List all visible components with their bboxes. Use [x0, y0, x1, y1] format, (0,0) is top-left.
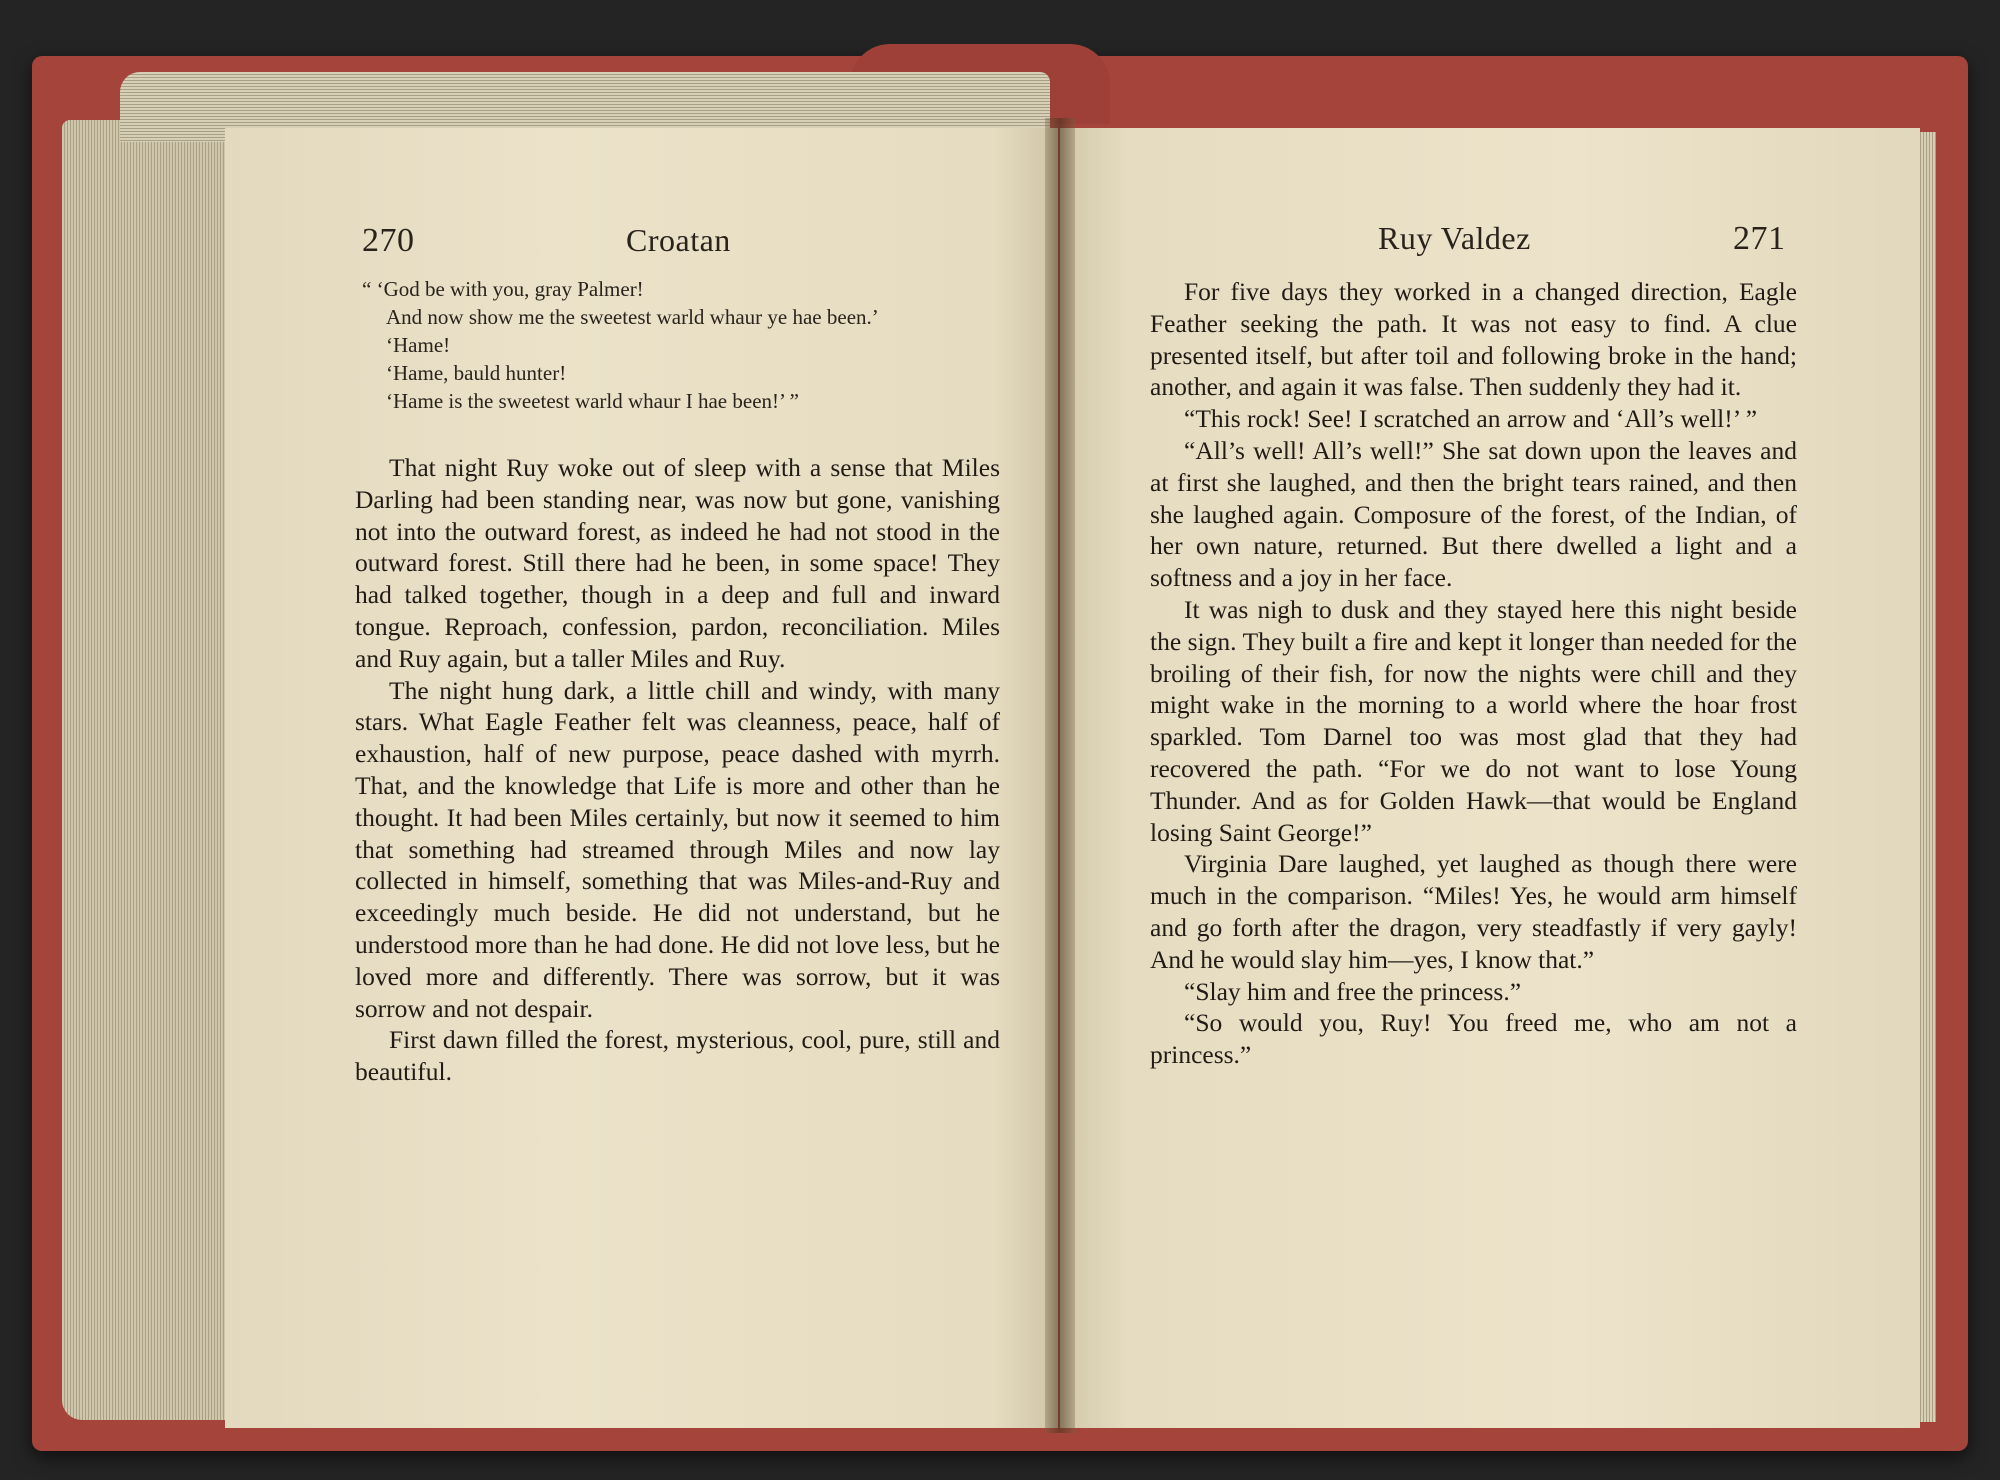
verse-line: “ ‘God be with you, gray Palmer! [362, 277, 644, 301]
left-page-number: 270 [362, 222, 415, 259]
verse-line: ‘Hame, bauld hunter! [386, 361, 567, 385]
verse-quote [362, 275, 1022, 415]
paragraph: “All’s well! All’s well!” She sat down upon the leaves and at first she laughed, and then the bright tears rained, and then she laughed again. Composure of the forest, of the Indian, of her own nature, returned. But there dwelled a light and a softness and a joy in her face. [1150, 435, 1797, 593]
paragraph: First dawn filled the forest, mysterious, cool, pure, still and beautiful. [355, 1025, 1000, 1087]
left-body-text [355, 452, 1000, 1088]
left-running-head: Croatan [626, 222, 731, 258]
page-edges-right [1918, 132, 1936, 1422]
verse-line: And now show me the sweetest warld whaur ye hae been.’ [386, 305, 879, 329]
right-running-head: Ruy Valdez [1378, 220, 1531, 256]
paragraph: “So would you, Ruy! You freed me, who am not a princess.” [1150, 1008, 1797, 1070]
paragraph: “Slay him and free the princess.” [1184, 976, 1522, 1006]
book-gutter [1045, 118, 1075, 1433]
paragraph: Virginia Dare laughed, yet laughed as though there were much in the comparison. “Miles! Yes, he would arm himself and go forth after the dragon, very steadfastly if very gayly! And he would slay him—yes, I know that.” [1150, 849, 1797, 974]
verse-line: ‘Hame is the sweetest warld whaur I hae been!’ ” [386, 389, 800, 413]
paragraph: For five days they worked in a changed direction, Eagle Feather seeking the path. It was not easy to find. A clue presented itself, but after toil and following broke in the hand; another, and again it was false. Then suddenly they had it. [1150, 277, 1797, 402]
right-page-number: 271 [1733, 220, 1786, 257]
paragraph: That night Ruy woke out of sleep with a sense that Miles Darling had been standing near, was now but gone, vanishing not into the outward forest, as indeed he had not stood in the outward forest. Still there had he been, in some space! They had talked together, though in a deep and full and inward tongue. Reproach, confession, pardon, reconciliation. Miles and Ruy again, but a taller Miles and Ruy. [355, 453, 1000, 673]
verse-line: ‘Hame! [386, 333, 451, 357]
paragraph: It was nigh to dusk and they stayed here this night beside the sign. They built a fire and kept it longer than needed for the broiling of their fish, for now the nights were chill and they might wake in the morning to a world where the hoar frost sparkled. Tom Darnel too was most glad that they had recovered the path. “For we do not want to lose Young Thunder. And as for Golden Hawk—that would be England losing Saint George!” [1150, 594, 1797, 847]
paragraph: The night hung dark, a little chill and windy, with many stars. What Eagle Feather felt was cleanness, peace, half of exhaustion, half of new purpose, peace dashed with myrrh. That, and the knowledge that Life is more and other than he thought. It had been Miles certainly, but now it seemed to him that something had streamed through Miles and now lay collected in himself, something that was Miles-and-Ruy and exceedingly much beside. He did not understand, but he understood more than he had done. He did not love less, but he loved more and differently. There was sorrow, but it was sorrow and not despair. [355, 675, 1000, 1023]
page-edges-left [62, 120, 232, 1420]
paragraph: “This rock! See! I scratched an arrow and ‘All’s well!’ ” [1184, 404, 1758, 434]
right-body-text [1150, 276, 1797, 1071]
